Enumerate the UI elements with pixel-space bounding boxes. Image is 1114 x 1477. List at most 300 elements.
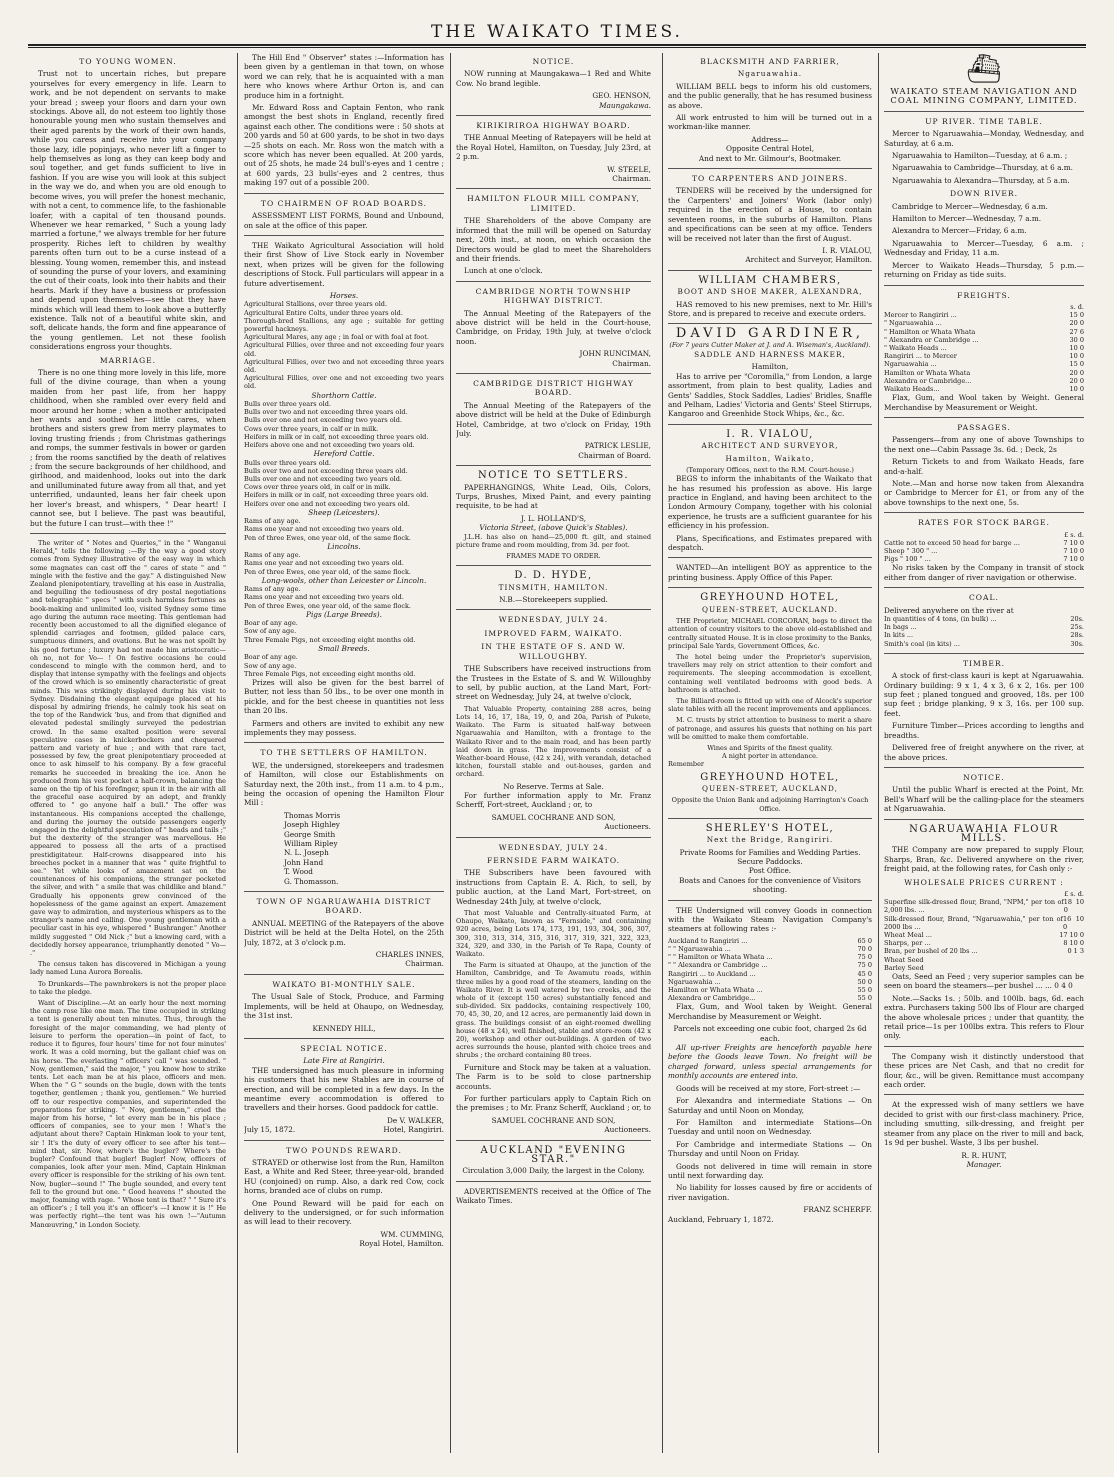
divider — [884, 587, 1084, 588]
ad-text: Delivered free of freight anywhere on the river, at the above prices. — [884, 743, 1084, 762]
ad-text: WE, the undersigned, storekeepers and tradesmen of Hamilton, will close our Establishments on Saturday next, the 20th inst., from 11 a.m. to 4 p.m., being the occasion of opening the Hamilton Flour Mill : — [244, 760, 444, 808]
stock-item: Cows over three years, in calf or in milk. — [244, 424, 379, 433]
goods-rates-table — [668, 937, 872, 1003]
ad-text: For further particulars apply to Captain Rich on the premises ; to Mr. Franz Scherff, Auckland ; or, to — [456, 1093, 651, 1113]
ad-text: For Cambridge and intermediate Stations — On Thursday and until Noon on Friday. — [668, 1139, 872, 1159]
ad-heading: CAMBRIDGE NORTH TOWNSHIP HIGHWAY DISTRICT. — [475, 286, 632, 306]
column-divider — [237, 53, 238, 1453]
ad-address: And next to Mr. Gilmour's, Bootmaker. — [698, 153, 842, 163]
ad-signature: PATRICK LESLIE, — [584, 441, 651, 451]
stock-item: Bulls over two and not exceeding three years old. — [244, 408, 408, 417]
stock-item: Rams one year and not exceeding two years old. — [244, 525, 404, 534]
masthead: THE WAIKATO TIMES. — [431, 22, 683, 42]
ad-text: WILLIAM BELL begs to inform his old customers, and the public generally, that he has resumed business as above. — [668, 81, 872, 110]
ad-heading: NOTICE TO SETTLERS. — [477, 470, 630, 482]
price-value: 17 10 0 — [1059, 931, 1084, 939]
rate-route: Hamilton or Whata Whata ... — [668, 986, 763, 995]
ad-heading: HAMILTON FLOUR MILL COMPANY, LIMITED. — [467, 194, 640, 213]
freight-price: 10 0 — [1069, 352, 1084, 361]
stock-list-sheep — [244, 517, 444, 542]
rate-row — [668, 961, 872, 969]
ad-text: J.L.H. has also on hand—25,000 ft. gilt, and stained picture frame and room moulding, from 3d. per foot. — [456, 532, 651, 549]
timetable-entry: Hamilton to Mercer—Wednesday, 7 a.m. — [892, 214, 1042, 224]
barge-price: 7 10 0 — [1063, 547, 1084, 556]
ad-signature-title: Architect and Surveyor, Hamilton. — [745, 255, 872, 265]
ad-text: All up-river Freights are henceforth payable here before the Goods leave Town. No freight will be charged forward, unless special arrangements for monthly accounts are entered into. — [668, 1043, 872, 1081]
freight-route: " Ngaruawahia ... — [884, 319, 942, 328]
divider — [668, 424, 872, 425]
ad-subheading: Hamilton, Waikato, — [725, 453, 815, 463]
ad-text: THE Subscribers have been favoured with instructions from Captain E. A. Rich, to sell, by public auction, at the Land Mart, Fort-street, on Wednesday 24th July, at twelve o'clock, — [456, 868, 651, 906]
rate-price: 45 0 — [857, 969, 872, 978]
signatory: George Smith — [284, 829, 336, 839]
ad-text: Remember — [668, 760, 705, 769]
ad-text: No Reserve. Terms at Sale. — [503, 781, 604, 791]
ad-text: The Usual Sale of Stock, Produce, and Farming Implements, will be held at Ohaupo, on Wednesday, the 31st inst. — [244, 992, 444, 1021]
ad-text: BEGS to inform the inhabitants of the Waikato that he has resumed his profession as above. His large practice in England, and having been architect to the London Armoury Company, together with his colonial experience, he trusts are a sufficient guarantee for his efficiency in his profession. — [668, 474, 872, 531]
stock-item: Sow of any age. — [244, 627, 297, 636]
ad-heading: AUCKLAND "EVENING STAR." — [480, 1144, 627, 1165]
stock-item: Rams of any age. — [244, 585, 301, 594]
ad-text: The Farm is situated at Ohaupo, at the junction of the Hamilton, Cambridge, and Te Awamutu roads, within three miles by a good road of the steamers, landing on the Waikato River. It is well watered by two creeks, and the whole of it (except 150 acres) substantially fenced and sub-divided. Six paddocks, containing respectively 100, 70, 45, 30, 20, and 12 acres, are permanently laid down in grass. The buildings consist of an eight-roomed dwelling house (48 x 24), well finished, stable and store-room (42 x 20), workshop and other out-buildings. A garden of two acres surrounds the house, planted with choice trees and shrubs ; the orchard containing 80 trees. — [456, 961, 651, 1060]
ad-text: Passengers—from any one of above Townships to the next one—Cabin Passage 3s. 6d. ; Deck, 2s — [884, 435, 1084, 454]
ad-heading: NOTICE. — [532, 57, 575, 66]
ad-text: Oats, Seed an Feed ; very superior samples can be seen on board the steamers—per bushel ... ... 0 4 0 — [884, 972, 1084, 991]
stock-item: Boar of any age. — [244, 653, 298, 662]
ad-text: THE Shareholders of the above Company are informed that the mill will be opened on Saturday next, 20th inst., at noon, on which occasion the Directors would be glad to meet the Shareholders and their friends. — [456, 216, 651, 263]
ad-text: Furniture and Stock may be taken at a valuation. The Farm is to be sold to close partnership accounts. — [456, 1062, 651, 1091]
ad-text: Until the public Wharf is erected at the Point, Mr. Bell's Wharf will be the calling-place for the steamers at Ngaruawahia. — [884, 785, 1084, 814]
rate-row — [668, 994, 872, 1002]
freight-route: Hamilton or Whata Whata — [884, 368, 971, 377]
stock-item: Agricultural Fillies, over two and not exceeding three years old. — [244, 357, 444, 374]
ad-heading: SHERLEY'S HOTEL, — [705, 822, 835, 834]
barge-row — [884, 555, 1084, 563]
stock-list-pigs — [244, 619, 444, 644]
ad-signature: WM. CUMMING, — [380, 1229, 444, 1239]
coal-row — [884, 640, 1084, 648]
ad-heading: CAMBRIDGE DISTRICT HIGHWAY BOARD. — [473, 378, 634, 398]
ad-signature-title: Hotel, Rangiriri. — [383, 1125, 444, 1135]
rate-row — [668, 970, 872, 978]
ad-text: WANTED—An intelligent BOY as apprentice to the printing business. Apply Office of this Paper. — [668, 563, 872, 582]
rate-route: Auckland to Rangiriri ... — [668, 936, 748, 945]
stock-list-lincolns — [244, 551, 444, 576]
ad-text: Flax, Gum, and Wool taken by Weight. General Merchandise by Measurement or Weight. — [668, 1002, 872, 1021]
column-divider — [662, 53, 663, 1453]
ad-text: For Alexandra and intermediate Stations — On Saturday and until Noon on Monday, — [668, 1096, 872, 1115]
ad-signature: SAMUEL COCHRANE AND SON, — [491, 812, 616, 822]
stock-item: Thorough-bred Stallions, any age ; suitable for getting powerful hackneys. — [244, 316, 444, 333]
ad-text: The Company wish it distinctly understood that these prices are Net Cash, and that no credit for flour, &c., will be given. Remittance must accompany each order. — [884, 1051, 1084, 1090]
freight-row — [884, 336, 1084, 344]
ad-heading: TOWN OF NGARUAWAHIA DISTRICT BOARD. — [256, 897, 432, 916]
price-item: Wheat Seed — [884, 955, 924, 964]
ad-heading: GREYHOUND HOTEL, — [700, 771, 840, 783]
ad-heading: WEDNESDAY, JULY 24. — [498, 615, 609, 625]
divider — [884, 1046, 1084, 1047]
stock-list-longwools — [244, 585, 444, 610]
ad-text: A night porter in attendance. — [721, 752, 819, 761]
ad-subheading: TINSMITH, HAMILTON. — [498, 582, 609, 592]
rate-price: 55 0 — [857, 994, 872, 1003]
signatory: Thomas Morris — [284, 810, 341, 820]
divider — [456, 373, 651, 374]
ad-text: HAS removed to his new premises, next to Mr. Hill's Store, and is prepared to receive and execute orders. — [668, 299, 872, 318]
freight-price: 20 0 — [1069, 376, 1084, 385]
ad-text: The Annual Meeting of the Ratepayers of the above district will be held at the Duke of Edinburgh Hotel, Cambridge, at two o'clock on Friday, 19th July. — [456, 400, 651, 438]
ad-text: THE Proprietor, MICHAEL CORCORAN, begs to direct the attention of country visitors to the above old-established and centrally situated House. It is in close proximity to the Banks, principal Sale Yards, Government Offices, &c. — [668, 617, 872, 650]
ad-date: July 15, 1872. — [244, 1125, 296, 1135]
divider — [884, 653, 1084, 654]
freight-route: Waikato Heads... — [884, 384, 940, 393]
ad-address: Victoria Street, (above Quick's Stables). — [479, 523, 628, 533]
stock-item: Bulls over one and not exceeding two years old. — [244, 475, 402, 484]
ad-text: No risks taken by the Company in transit of stock either from danger of river navigation or otherwise. — [884, 563, 1084, 582]
ad-signature-title: Chairman of Board. — [578, 450, 651, 460]
ad-signature-line — [244, 1125, 444, 1134]
stock-class-heading: Lincolns. — [327, 541, 361, 551]
ad-text: ADVERTISEMENTS received at the Office of The Waikato Times. — [456, 1186, 651, 1206]
steamship-icon: ⛴ — [966, 53, 1002, 85]
divider — [244, 974, 444, 975]
rate-price: 70 0 — [857, 945, 872, 954]
timetable-entry: Ngaruawahia to Cambridge—Thursday, at 6 a.m. — [892, 163, 1073, 173]
article-text: The Hill End " Observer" states :—Information has been given by a gentleman in that town, on whose word we can rely, that he is acquainted with a man here who knows where Arthur Orton is, and can produce him in a fortnight. — [244, 53, 444, 100]
divider — [456, 188, 651, 189]
stock-item: Heifers over one and not exceeding two years old. — [244, 499, 410, 508]
signatory: John Hand — [284, 857, 324, 867]
freight-price: 15 0 — [1069, 360, 1084, 369]
ad-text: Farmers and others are invited to exhibit any new implements they may possess. — [244, 718, 444, 737]
freight-row — [884, 344, 1084, 352]
ad-signature-title: Auctioneers. — [604, 822, 651, 832]
ad-text: All work entrusted to him will be turned out in a workman-like manner. — [668, 113, 872, 132]
ad-text: The Billiard-room is fitted up with one of Alcock's superior slate tables with all the recent improvements and appliances. — [668, 696, 872, 714]
ad-text: THE Undersigned will convey Goods in connection with the Waikato Steam Navigation Company's steamers at following rates :- — [668, 905, 872, 934]
ad-signature: JOHN RUNCIMAN, — [579, 349, 651, 359]
ad-signature: GEO. HENSON, — [592, 91, 651, 101]
rate-route: Rangiriri ... to Auckland ... — [668, 969, 756, 978]
rate-row — [668, 945, 872, 953]
signatory: Joseph Highley — [284, 820, 340, 830]
article-text: Want of Discipline.—At an early hour the next morning the camp rose like one man. The time occupied in striking a tent is generally about ten minutes. Thus, through the foresight of the major commanding, we had plenty of leisure to perform the operation—in point of fact, to reduce it to figures, four hours' time for not four minutes' work. It was a cold morning, but the gallant chief was on his horse. The everlasting " officers' call " was sounded. " Now, gentlemen," said the major, " you know how to strike tents. Let each man be at his place, officers and men. When the " G " sounds on the bugle, down with the tents together, gentlemen ; thank you, gentlemen." We hurried off to our respective companies, and superintended the preparations for striking. " Now, gentlemen," cried the major from his horse, " let every man be in his place ; officers of companies, see to your men ! What's the adjutant about there? Captain Hinkman look to your tent, sir ! It's the duty of every officer to see after his tent—mind that, sir. Now, where's the bugler? Where's the bugler? Confound that bugler! Bugler! Now, officers of companies, look after your men. Mind, Captain Hinkman every officer is responsible for the striking of his own tent. Now, bugler—sound !" The bugle sounded, and every tent fell to the ground but one. " Good heavens !" shouted the major, foaming with rage. " Whose tent is that? " " Sure it's an officer's ; I tell you it's an officer's —I know it is !" He was perfectly right—the tent was his own !—"Autumn Manœuvring," in London Society. — [30, 999, 226, 1229]
stock-class-heading: Small Breeds. — [318, 643, 370, 653]
column-1 — [30, 53, 226, 1232]
article-heading: TO YOUNG WOMEN. — [79, 57, 177, 66]
divider — [244, 1140, 444, 1141]
price-row — [884, 939, 1084, 947]
column-2 — [244, 53, 444, 1249]
divider — [668, 168, 872, 169]
column-divider — [878, 53, 879, 1453]
ad-text: That Valuable Property, containing 288 acres, being Lots 14, 16, 17, 18a, 19, 0, and 20a, Parish of Pukete, Waikato. The Farm is situated half-way between Ngaruawahia and Hamilton, with a frontage to the Waikato River and to the main road, and has been partly laid down in grass. The improvements consist of a Weather-board House, (42 x 24), with verandah, detached kitchen, fourstall stable and out-houses, garden and orchard. — [456, 704, 651, 779]
ad-subheading: WHOLESALE PRICES CURRENT : — [904, 877, 1064, 887]
ad-subheading: DOWN RIVER. — [949, 189, 1019, 199]
ad-subheading: SADDLE AND HARNESS MAKER, — [694, 349, 846, 359]
ad-subheading: Next the Bridge, Rangiriri. — [706, 835, 834, 845]
barge-item: Sheep " 300 " ... — [884, 547, 938, 556]
ad-text: No liability for losses caused by fire or accidents of river navigation. — [668, 1183, 872, 1202]
rate-price: 50 0 — [857, 977, 872, 986]
ad-heading: SPECIAL NOTICE. — [300, 1043, 388, 1053]
ad-heading: WILLIAM CHAMBERS, — [698, 274, 842, 286]
ad-text: TENDERS will be received by the undersigned for the Carpenters' and Joiners' Work (labor only) required in the erection of a House, to contain seventeen rooms, in the suburbs of Hamilton. Plans and specifications can be seen at my office. Tenders will be received not later than the first of August. — [668, 186, 872, 243]
ad-signature-title: Manager. — [966, 1159, 1002, 1169]
stock-class-heading: Pigs (Large Breeds). — [306, 609, 382, 619]
ad-text: ANNUAL MEETING of the Ratepayers of the above District will be held at the Delta Hotel, on the 25th July, 1872, at 3 o'clock p.m. — [244, 918, 444, 947]
freight-row — [884, 369, 1084, 377]
coal-item: In bags ... — [884, 623, 917, 632]
article-text: Trust not to uncertain riches, but prepare yourselves for every emergency in life. Learn to work, and be not dependent on servants to make your bread ; sweep your floors and darn your own stockings. Above all, do not esteem too lightly those honourable young men who sustain themselves and their aged parents by the work of their own hands, while you caress and receive into your company those lazy, idle popinjays, who never lift a finger to help themselves as long as they can keep body and soul together, and get funds sufficient to live in fashion. If you are wise you will look at this subject in the way we do, and when you are old enough to become wives, you will prefer the honest mechanic, with not a cent, to commence life, to the fashionable loafer, with a capital of ten thousand pounds. Whenever we hear remarked, " Such a young lady married a fortune," we always tremble for her future prosperity. Riches left to children by wealthy parents often turn out to be a curse instead of a blessing. Young women, remember this, and instead of sounding the purse of your lovers, and examining the cut of their coats, look into their habits and their hearts. Mark if they have a business or profession and depend upon themselves—see that they have minds which will lead them to look above a butterfly existence. Talk not of a beautiful white skin, and soft, delicate hands, the form and fine appearance of the young gentlemen. Let not these foolish considerations engross your thoughts. — [30, 69, 226, 352]
rate-route: Ngaruawahia ... — [668, 977, 721, 986]
price-item: Barley Seed — [884, 963, 924, 972]
coal-item: In kits ... — [884, 631, 914, 640]
coal-row — [884, 631, 1084, 639]
coal-price: 30s. — [1070, 639, 1084, 648]
stock-class-heading: Long-wools, other than Leicester or Lincoln. — [261, 575, 427, 585]
freight-price: 10 0 — [1069, 343, 1084, 352]
ad-text: At the expressed wish of many settlers we have decided to grist with our first-class machinery. Price, including smutting, silk-dressing, and freight per steamer from any place on the river to mill and back, 1s 9d per bushel. Waste, 3 lbs per bushel. — [884, 1100, 1084, 1148]
signatory: G. Thomasson. — [284, 876, 339, 886]
timetable-entry: Mercer to Waikato Heads—Thursday, 5 p.m.—returning on Friday as tide suits. — [884, 260, 1084, 280]
divider — [456, 281, 651, 282]
ad-text: Furniture Timber—Prices according to lengths and breadths. — [884, 721, 1084, 740]
ad-heading: NOTICE. — [963, 772, 1005, 782]
ad-heading: I. R. VIALOU, — [726, 428, 814, 440]
ad-text: M. C. trusts by strict attention to business to merit a share of patronage, and assures his guests that nothing on his part will be omitted to make them comfortable. — [668, 716, 872, 741]
timetable-entry: Ngaruawahia to Hamilton—Tuesday, at 6 a.m. ; — [892, 151, 1068, 161]
divider — [668, 270, 872, 271]
ad-subheading: RATES FOR STOCK BARGE. — [918, 518, 1050, 528]
table-header: £ s. d. — [1064, 530, 1084, 539]
stock-item: Rams one year and not exceeding two years old. — [244, 559, 404, 568]
ad-heading: WAIKATO BI-MONTHLY SALE. — [272, 979, 416, 989]
ad-heading: TO CHAIRMEN OF ROAD BOARDS. — [260, 198, 428, 208]
freight-price: 20 0 — [1069, 319, 1084, 328]
stock-item: Bulls over two and not exceeding three years old. — [244, 466, 408, 475]
freight-route: Ngaruawahia ... — [884, 360, 937, 369]
divider — [884, 111, 1084, 112]
ad-signature-title: Chairman. — [405, 959, 444, 969]
divider — [456, 115, 651, 116]
ad-text: THE Waikato Agricultural Association will hold their first Show of Live Stock early in November next, when prizes will be given for the following descriptions of Stock. Full particulars will appear in a future advertisement. — [244, 240, 444, 288]
stock-item: Three Female Pigs, not exceeding eight months old. — [244, 635, 416, 644]
rate-row — [668, 978, 872, 986]
ad-subheading: (For 7 years Cutter Maker at J. and A. Wiseman's, Auckland). — [669, 340, 871, 349]
ad-signature: KENNEDY HILL, — [312, 1023, 376, 1033]
ad-text: NOW running at Maungakawa—1 Red and White Cow. No brand legible. — [456, 69, 651, 88]
ad-heading: WAIKATO STEAM NAVIGATION AND COAL MINING COMPANY, LIMITED. — [890, 86, 1078, 106]
ad-signature: FRANZ SCHERFF. — [803, 1205, 872, 1215]
ad-text: PAPERHANGINGS, White Lead, Oils, Colors, Turps, Brushes, Mixed Paint, and every painting requisite, to be had at — [456, 482, 651, 511]
table-header: £ s. d. — [1064, 889, 1084, 898]
stock-item: Heifers in milk or in calf, not exceeding three years old. — [244, 491, 429, 500]
divider — [668, 323, 872, 324]
divider — [668, 818, 872, 819]
ad-heading: NGARUAWAHIA FLOUR MILLS. — [909, 823, 1059, 844]
divider — [884, 1094, 1084, 1095]
barge-price: 7 10 0 — [1063, 538, 1084, 547]
ad-signature: SAMUEL COCHRANE AND SON, — [491, 1115, 616, 1125]
freight-row — [884, 360, 1084, 368]
ad-subheading: FERNSIDE FARM WAIKATO. — [486, 856, 621, 865]
freight-price: 27 6 — [1069, 327, 1084, 336]
ad-text: Note.—Man and horse now taken from Alexandra or Cambridge to Mercer for £1, or from any of the above townships to the next one, 5s. — [884, 478, 1084, 507]
price-value: 16 10 0 — [1062, 914, 1084, 931]
price-item: Silk-dressed flour, Brand, "Ngaruawahia," per ton of 2000 lbs ... — [884, 914, 1063, 931]
ad-heading: WEDNESDAY, JULY 24. — [498, 842, 609, 852]
divider — [668, 900, 872, 901]
column-divider — [450, 53, 451, 1453]
ad-text: Address— — [751, 134, 789, 144]
ad-address: Opposite the Union Bank and adjoining Harrington's Coach Office. — [671, 796, 869, 813]
freight-route: " Waikato Heads ... — [884, 343, 947, 352]
freight-route: Alexandra or Cambridge... — [884, 376, 972, 385]
ad-signature-title: Chairman. — [612, 174, 651, 184]
stock-list-hereford — [244, 459, 444, 508]
article-text: The census taken has discovered in Michigan a young lady named Luna Aurora Borealis. — [30, 960, 226, 977]
stock-class-heading: Horses. — [329, 290, 359, 300]
ad-text: Flax, Gum, and Wool taken by Weight. General Merchandise by Measurement or Weight. — [884, 393, 1084, 412]
coal-price: 20s. — [1070, 615, 1084, 624]
freight-price: 15 0 — [1069, 311, 1084, 320]
ad-subheading: IN THE ESTATE OF S. AND W. WILLOUGHBY. — [481, 642, 626, 661]
price-row — [884, 898, 1084, 914]
stock-item: Agricultural Fillies, over one and not exceeding two years old. — [244, 374, 444, 391]
divider — [456, 1181, 651, 1182]
divider — [668, 557, 872, 558]
ad-text: Post Office. — [748, 866, 792, 876]
barge-row — [884, 539, 1084, 547]
price-row — [884, 964, 1084, 972]
freight-row — [884, 319, 1084, 327]
ad-signature: I. R. VIALOU, — [822, 245, 872, 255]
price-item: Sharps, per ... — [884, 939, 931, 948]
freights-table — [884, 303, 1084, 393]
stock-item: Pen of three Ewes, one year old, of the same flock. — [244, 601, 411, 610]
ad-text: The hotel being under the Proprietor's supervision, travellers may rely on strict attention to their comfort and requirements. The sleeping accommodation is excellent, containing well ventilated bedrooms with good beds. A bathroom is attached. — [668, 652, 872, 694]
rate-route: " " Hamilton or Whata Whata ... — [668, 953, 773, 962]
barge-item: Pigs " 100 " ... — [884, 555, 931, 564]
ad-subheading: IMPROVED FARM, WAIKATO. — [484, 628, 623, 638]
rate-row — [668, 937, 872, 945]
ad-text: FRAMES MADE TO ORDER. — [506, 552, 601, 561]
divider — [456, 1140, 651, 1141]
ad-subheading: BOOT AND SHOE MAKER, ALEXANDRA, — [677, 287, 863, 297]
table-header: s. d. — [1070, 302, 1084, 311]
stock-item: Bulls over three years old. — [244, 399, 331, 408]
ad-text: That most Valuable and Centrally-situated Farm, at Ohaupo, Waikato, known as "Fernside," and containing 920 acres, being Lots 174, 173, 191, 193, 304, 306, 307, 309, 310, 313, 314, 315, 316, 317, 319, 321, 322, 323, 324, 329, and 330, in the Parish of Te Rapa, County of Waikato. — [456, 909, 651, 959]
ad-signature: CHARLES INNES, — [375, 950, 444, 960]
article-heading: MARRIAGE. — [99, 355, 157, 365]
divider — [244, 1038, 444, 1039]
rate-price: 65 0 — [857, 936, 872, 945]
price-value: 0 1 3 — [1067, 947, 1084, 956]
divider — [456, 837, 651, 838]
stock-item: Rams one year and not exceeding two years old. — [244, 593, 404, 602]
ad-text: Prizes will also be given for the best barrel of Butter, not less than 50 lbs., to be over one month in pickle, and for the best cheese in quantities not less than 20 lbs. — [244, 677, 444, 716]
rate-row — [668, 986, 872, 994]
stock-item: Cows over three years old, in calf or in milk. — [244, 483, 391, 492]
coal-price: 28s. — [1070, 631, 1084, 640]
stock-item: Rams of any age. — [244, 551, 301, 560]
divider — [884, 819, 1084, 820]
freight-row — [884, 352, 1084, 360]
signatory: T. Wood — [284, 867, 313, 877]
barge-price: 7 10 0 — [1063, 555, 1084, 564]
ad-subheading: ARCHITECT AND SURVEYOR, — [701, 441, 839, 451]
stock-item: Heifers in milk or in calf, not exceeding three years old. — [244, 432, 429, 441]
ad-text: Has to arrive per "Coromilla," from London, a large assortment, from plain to best quality, Ladies and Gents' Saddles, Stock Saddles, Ladies' Bridles, Snaffle and Pelham, Ladies' Victoria and Gents' Steel Stirrups, Kangaroo and Greenhide Stock Whips, &c., &c. — [668, 371, 872, 419]
ad-text: For Hamilton and intermediate Stations—On Tuesday and until noon on Wednesday. — [668, 1117, 872, 1137]
ad-text: Secure Paddocks. — [737, 856, 803, 866]
price-row — [884, 947, 1084, 955]
ad-text: THE undersigned has much pleasure in informing his customers that his new Stables are in course of erection, and will be completed in a few days. In the meantime every accommodation is offered to travellers and their horses. Good paddock for cattle. — [244, 1065, 444, 1113]
coal-table — [884, 615, 1084, 648]
coal-item: In quantities of 4 tons, (in bulk) ... — [884, 615, 997, 624]
article-text: There is no one thing more lovely in this life, more full of the divine courage, than when a young maiden from her past life, from her happy childhood, when she rambled over every field and moor around her home ; when a mother anticipated her wants and soothed her little cares, when brothers and sisters grew from merry playmates to loving trusting friends ; from Christmas gatherings and romps, the summer festivals in bower or garden ; from the rooms sanctified by the death of relatives ; from the secure backgrounds of her childhood, and girlhood, and maidenhood, looks out into the dark and unilluminated future away from all that, and yet unterrified, undaunted, leans her fair cheek upon her lover's breast, and whispers, " Dear heart! I cannot see, but I believe. The past was beautiful, but the future I can trust—with thee !" — [30, 368, 226, 528]
freight-price: 30 0 — [1069, 335, 1084, 344]
ad-text: N.B.—Storekeepers supplied. — [499, 595, 608, 605]
ad-address: Opposite Central Hotel, — [725, 144, 815, 154]
column-5 — [884, 53, 1084, 1169]
divider — [884, 285, 1084, 286]
ad-subheading: FREIGHTS. — [957, 290, 1011, 300]
stock-class-heading: Sheep (Leicesters). — [308, 507, 380, 517]
article-text: The writer of " Notes and Queries," in the " Wanganui Herald," tells the following :—By the way a good story comes from Sydney illustrative of the easy way in which some magnates can cast off the " cares of state " and " mingle with the festive and the gay." A distinguished New Zealand plenipotentiary, travelling at his ease in Australia, and beguiling the tediousness of dry postal negotiations and telegraphic " specs " with such harmless fortunes as book-making and unlimited loo, visited Sydney some time ago during the autumn race meeting. This gentleman had recently been accustomed to all the dignified elegance of splendid carriages and footmen, gilded palace cars, sumptuous dinners, and ovations. But he was not spoilt by his good fortune ; luxury had not made him aristocratic—oh no, not for Vo— ! On festive occasions he could condescend to mingle with the common herd, and to display that intense sympathy with the feelings and objects of the crowd which is so eminently characteristic of great minds. This was strikingly displayed during his visit to Sydney. Disdaining the elegant equipage placed at his disposal by admiring friends, he calmly took his seat on the top of the Randwick 'bus, and from that dignified and elevated pedestal smilingly surveyed the pedestrian crowd. In the same exalted position were several speculative cases in knickerbockers and chequered pattern and variety of hue ; and with that rare tact, possessed by few, the great plenipotentiary proceeded at once to ask himself to his company. By a few graceful remarks he succeeded in breaking the ice. Anon he produced from his vest pocket a half-crown, balancing the same on the tip of his forefinger, spun it in the air with all the graceful ease acquired by an adept, and frankly offered to " go anyone half a bull." The offer was instantaneous. His companions accepted the challenge, and during the journey the outside passengers eagerly engaged in the delightful speculation of " heads and tails ;" but the dexterity of the stranger was marvellous. He appeared to possess all the arts of a practised prestidigitateur. Half-crowns disappeared into his breeches pocket in a manner that was " quite frightful to see." Yet while looks of amazement sat on the countenances of his companions, the stranger pocketed the silver, and with " a smile that was childlike and bland." Gradually his opponents grew convinced of the hopelessness of the game against an expert. Amazement gave way to admiration, and mysterious whispers as to the stranger's name and calling. One young gentleman with a peculiar cast in his eye, whispered " Bushranger." Another mildly suggested " Old Nick ;" but a knowing card, with a decidedly horsey appearance, triumphantly denoted " Vo— ." — [30, 538, 226, 958]
stock-list-shorthorn — [244, 400, 444, 449]
freight-route: " Hamilton or Whata Whata — [884, 327, 976, 336]
ad-text: Private Rooms for Families and Wedding Parties. — [679, 847, 861, 857]
stock-item: Boar of any age. — [244, 619, 298, 628]
ad-text: THE Subscribers have received instructions from the Trustees in the Estate of S. and W. Willoughby to sell, by public auction, at the Land Mart, Fort-street on Wednesday, July 24, at twelve o'clock, — [456, 664, 651, 702]
divider — [244, 235, 444, 236]
ad-signature-title: Maungakawa. — [599, 100, 651, 110]
stock-barge-table — [884, 531, 1084, 564]
timetable-entry: Mercer to Ngaruawahia—Monday, Wednesday, and Saturday, at 6 a.m. — [884, 129, 1084, 148]
stock-item: Agricultural Entire Colts, under three years old. — [244, 308, 403, 317]
ad-text: ASSESSMENT LIST FORMS, Bound and Unbound, on sale at the office of this paper. — [244, 211, 444, 230]
stock-item: Rams of any age. — [244, 517, 301, 526]
ad-text: Return Tickets to and from Waikato Heads, fare and-a-half. — [884, 457, 1084, 476]
freight-row — [884, 377, 1084, 385]
ad-text: Plans, Specifications, and Estimates prepared with despatch. — [668, 533, 872, 553]
ad-text: STRAYED or otherwise lost from the Run, Hamilton East, a White and Red Steer, three-year-old, branded HU (conjoined) on rump. Also, a dark red Cow, cock horns, branded ace of clubs on rump. — [244, 1157, 444, 1196]
ad-date: Auckland, February 1, 1872. — [668, 1214, 774, 1224]
stock-item: Heifers above one and not exceeding two years old. — [244, 441, 415, 449]
timetable-entry: Ngaruawahia to Mercer—Tuesday, 6 a.m. ; Wednesday and Friday, 11 a.m. — [884, 238, 1084, 258]
ad-text: A stock of first-class kauri is kept at Ngaruawahia. Ordinary building: 9 x 1, 4 x 3, 6 x 2, 16s. per 100 sup feet ; planed tongued and grooved, 18s. per 100 sup feet ; bridge planking, 9 x 3, 16s. per 100 sup. feet. — [884, 671, 1084, 718]
ad-subheading: Late Fire at Rangiriri. — [303, 1056, 385, 1066]
ad-text: For further information apply to Mr. Franz Scherff, Fort-street, Auckland ; or, to — [456, 790, 651, 810]
ad-text: THE Annual Meeting of Ratepayers will be held at the Royal Hotel, Hamilton, on Tuesday, July 23rd, at 2 p.m. — [456, 133, 651, 162]
ad-address: Hamilton, — [751, 362, 789, 372]
stock-class-heading: Shorthorn Cattle. — [311, 390, 377, 400]
ad-text: Circulation 3,000 Daily, the largest in the Colony. — [462, 1166, 645, 1176]
ad-subheading: PASSAGES. — [957, 422, 1011, 432]
ad-heading: DAVID GARDINER, — [675, 326, 865, 342]
ad-signature-title: Chairman. — [612, 358, 651, 368]
freight-route: Rangiriri ... to Mercer — [884, 352, 957, 361]
stock-item: Bulls over three years old. — [244, 458, 331, 467]
stock-item: Three Female Pigs, not exceeding eight months old. — [244, 669, 416, 678]
price-row — [884, 915, 1084, 931]
ad-subheading: QUEEN-STREET, AUCKLAND, — [702, 783, 838, 793]
ad-text: Wines and Spirits of the finest quality. — [707, 743, 833, 752]
ad-text: THE Company are now prepared to supply Flour, Sharps, Bran, &c. Delivered anywhere on the river, freight paid, at the following rates, for Cash only :- — [884, 845, 1084, 874]
ad-text: Delivered anywhere on the river at — [884, 605, 1014, 615]
